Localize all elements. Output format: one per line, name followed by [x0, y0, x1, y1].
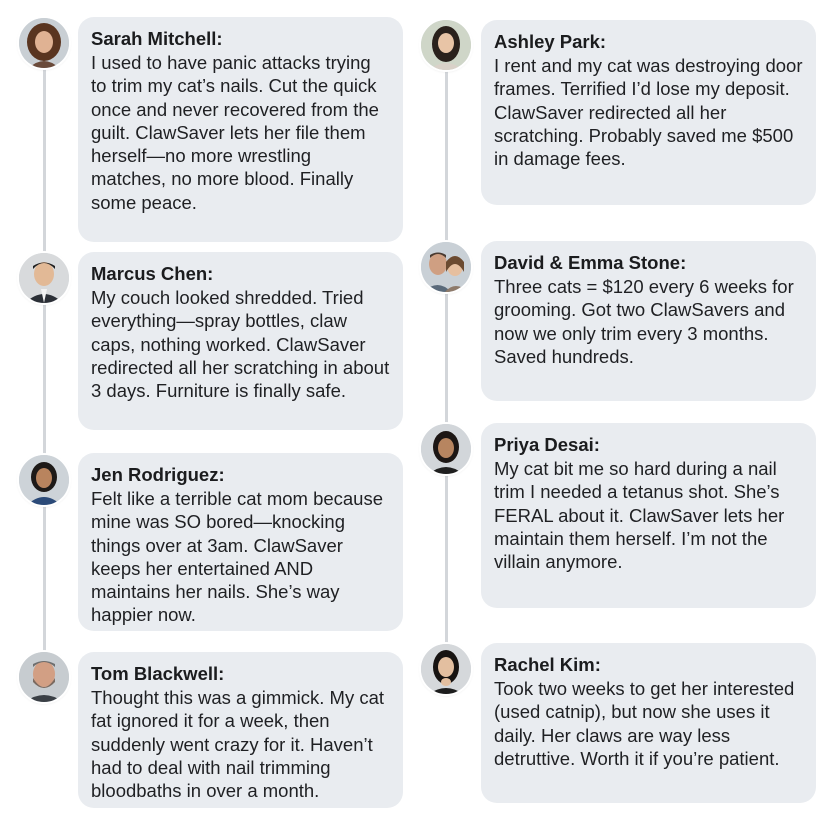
testimonial-bubble — [78, 17, 403, 242]
reviewer-name: Jen Rodriguez: — [91, 464, 225, 485]
reviewer-name: Sarah Mitchell: — [91, 28, 223, 49]
testimonial-bubble — [481, 643, 816, 803]
reviewer-name: David & Emma Stone: — [494, 252, 687, 273]
review-text: Took two weeks to get her interested (used catnip), but now she uses it daily. Her claws are way less detruttive. Worth it if you’re patient. — [494, 678, 795, 769]
timeline-rail — [445, 66, 448, 656]
testimonial-bubble — [481, 241, 816, 401]
timeline-rail — [43, 65, 46, 655]
review-text: I used to have panic attacks trying to trim my cat’s nails. Cut the quick once and never recovered from the guilt. ClawSaver lets her file them herself—no more wrestling matches, no more blood. Finally some peace. — [91, 52, 379, 213]
reviewer-name: Rachel Kim: — [494, 654, 601, 675]
avatar-woman-hand-chin — [421, 644, 471, 694]
avatar-couple — [421, 242, 471, 292]
reviewer-name: Tom Blackwell: — [91, 663, 225, 684]
reviewer-name: Priya Desai: — [494, 434, 600, 455]
testimonial-bubble — [78, 652, 403, 808]
review-text: My cat bit me so hard during a nail trim I needed a tetanus shot. She’s FERAL about it. ClawSaver lets her maintain them herself. I’m not the villain anymore. — [494, 458, 785, 573]
testimonial-bubble — [78, 453, 403, 631]
review-text: Three cats = $120 every 6 weeks for grooming. Got two ClawSavers and now we only trim every 3 months. Saved hundreds. — [494, 276, 794, 367]
avatar-woman-smiling — [421, 424, 471, 474]
avatar-woman-dark-hair — [19, 455, 69, 505]
avatar-man-suit — [19, 253, 69, 303]
review-text: I rent and my cat was destroying door frames. Terrified I’d lose my deposit. ClawSaver redirected all her scratching. Probably saved me $500 in damage fees. — [494, 55, 803, 170]
testimonial-bubble — [78, 252, 403, 430]
reviewer-name: Ashley Park: — [494, 31, 607, 52]
avatar-man-beard — [19, 652, 69, 702]
review-text: My couch looked shredded. Tried everything—spray bottles, claw caps, nothing worked. ClawSaver redirected all her scratching in about 3 days. Furniture is finally safe. — [91, 287, 390, 402]
testimonial-bubble — [481, 20, 816, 205]
reviewer-name: Marcus Chen: — [91, 263, 214, 284]
review-text: Felt like a terrible cat mom because mine was SO bored—knocking things over at 3am. ClawSaver keeps her entertained AND maintains her nails. She’s way happier now. — [91, 488, 384, 626]
avatar-woman-long-hair — [421, 20, 471, 70]
testimonial-bubble — [481, 423, 816, 608]
avatar-woman-curly-hair — [19, 18, 69, 68]
review-text: Thought this was a gimmick. My cat fat ignored it for a week, then suddenly went crazy for it. Haven’t had to deal with nail trimming bloodbaths in over a month. — [91, 687, 385, 802]
